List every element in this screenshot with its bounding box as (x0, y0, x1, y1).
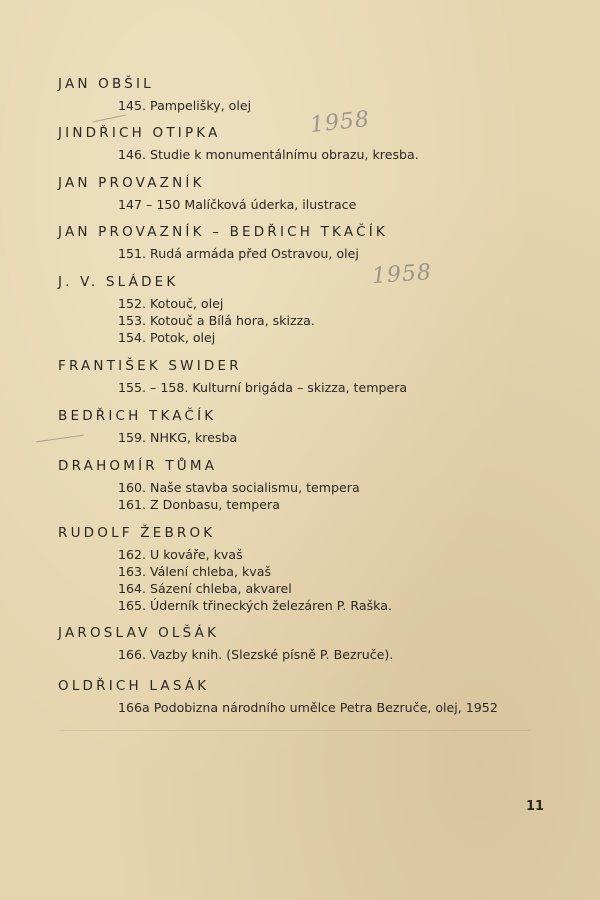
work-item: 164. Sázení chleba, akvarel (118, 581, 292, 596)
works-list (118, 245, 588, 262)
artist-name: JAN PROVAZNÍK (58, 175, 205, 191)
works-list (118, 295, 588, 346)
work-item: 146. Studie k monumentálnímu obrazu, kresba. (118, 147, 419, 162)
work-item: 155. – 158. Kulturní brigáda – skizza, tempera (118, 380, 408, 395)
pencil-annotation: 1958 (371, 259, 433, 290)
work-item: 145. Pampelišky, olej (118, 98, 252, 113)
pencil-mark (36, 435, 84, 443)
work-item: 161. Z Donbasu, tempera (118, 497, 280, 512)
artist-name: FRANTIŠEK SWIDER (58, 358, 242, 374)
artist-name: RUDOLF ŽEBROK (58, 525, 216, 541)
work-item: 154. Potok, olej (118, 330, 216, 345)
artist-name: OLDŘICH LASÁK (58, 678, 210, 694)
works-list (118, 479, 588, 513)
work-item: 147 – 150 Malíčková úderka, ilustrace (118, 197, 357, 212)
work-item: 151. Rudá armáda před Ostravou, olej (118, 246, 359, 261)
works-list (118, 196, 588, 213)
works-list (118, 146, 588, 163)
show-through-shadow (60, 730, 530, 776)
work-item: 159. NHKG, kresba (118, 430, 238, 445)
works-list (118, 546, 588, 614)
work-item: 166a Podobizna národního umělce Petra Bezruče, olej, 1952 (118, 700, 498, 715)
pencil-mark (92, 114, 125, 122)
work-item: 165. Úderník třineckých železáren P. Raška. (118, 598, 392, 613)
artist-name: JINDŘICH OTIPKA (58, 125, 221, 141)
works-list (118, 429, 588, 446)
artist-name: JAN PROVAZNÍK – BEDŘICH TKAČÍK (58, 224, 388, 240)
artist-name: BEDŘICH TKAČÍK (58, 408, 217, 424)
artist-name: J. V. SLÁDEK (58, 274, 179, 290)
works-list (118, 699, 588, 716)
artist-name: DRAHOMÍR TŮMA (58, 458, 218, 474)
work-item: 153. Kotouč a Bílá hora, skizza. (118, 313, 315, 328)
work-item: 152. Kotouč, olej (118, 296, 224, 311)
works-list (118, 646, 588, 663)
pencil-annotation: 1958 (308, 106, 372, 139)
work-item: 162. U kováře, kvaš (118, 547, 243, 562)
artist-name: JAN OBŠIL (58, 76, 154, 92)
work-item: 166. Vazby knih. (Slezské písně P. Bezruče). (118, 647, 394, 662)
work-item: 163. Válení chleba, kvaš (118, 564, 272, 579)
works-list (118, 379, 588, 396)
work-item: 160. Naše stavba socialismu, tempera (118, 480, 360, 495)
page-number: 11 (526, 799, 545, 814)
artist-name: JAROSLAV OLŠÁK (58, 625, 220, 641)
